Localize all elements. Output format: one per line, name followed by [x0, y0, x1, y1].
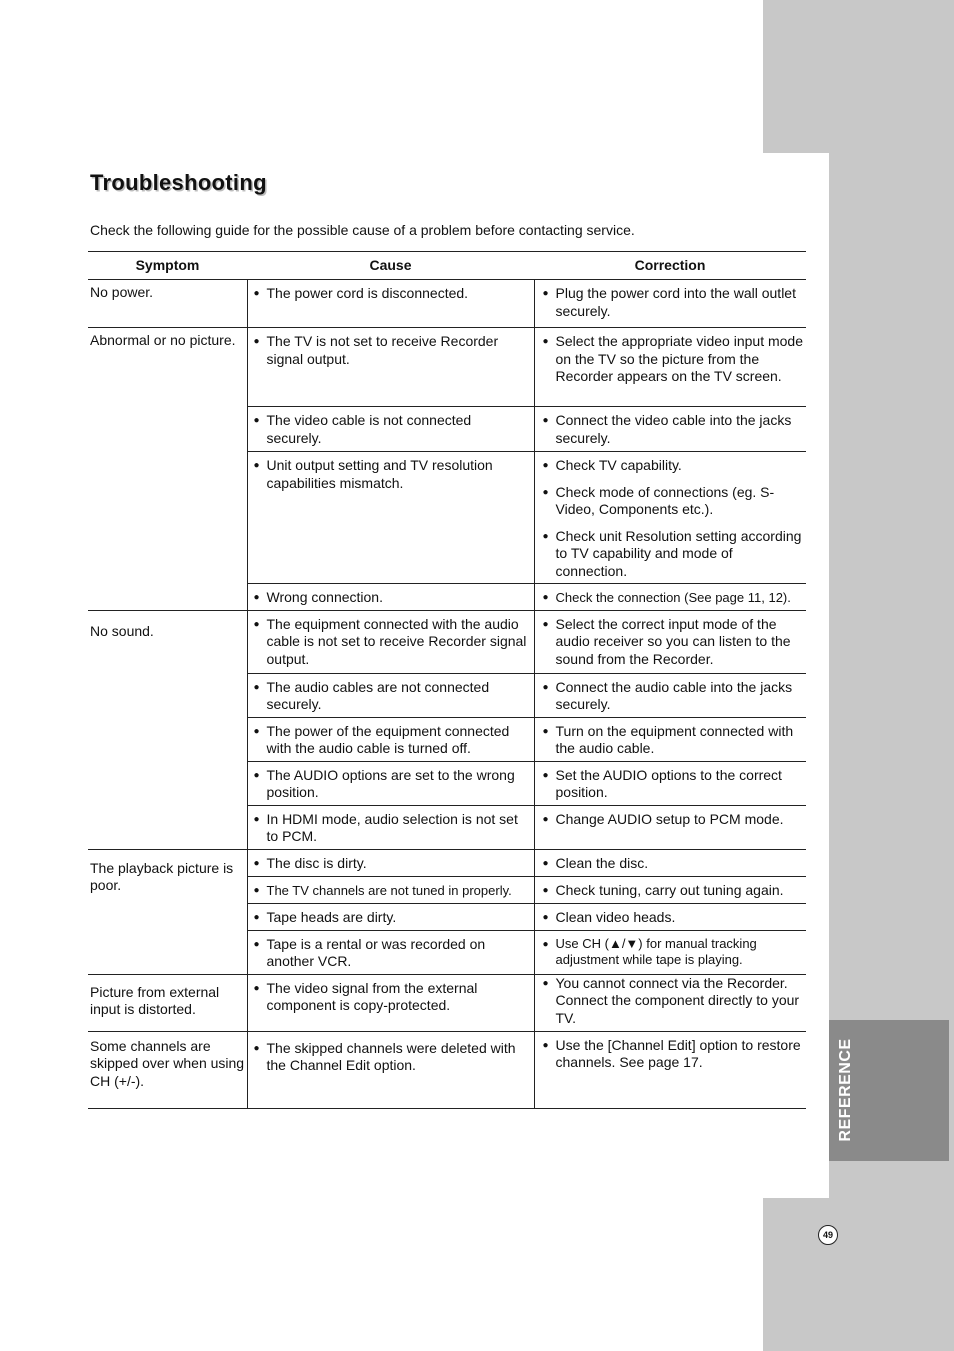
table-row: [88, 849, 806, 876]
cause-cell: [247, 280, 534, 328]
bullet-icon: ●: [253, 592, 260, 603]
symptom-text: Abnormal or no picture.: [90, 332, 236, 348]
correction-cell: [534, 805, 806, 849]
correction-cell: [534, 280, 806, 328]
correction-cell: [534, 584, 806, 611]
bullet-icon: ●: [542, 938, 549, 950]
correction-cell: [534, 673, 806, 717]
table-row: [88, 610, 806, 673]
correction-cell: [534, 452, 806, 584]
cause-text: Tape heads are dirty.: [266, 908, 397, 925]
cause-text: The TV is not set to receive Recorder signal output.: [266, 333, 499, 367]
correction-text: Change AUDIO setup to PCM mode.: [555, 810, 784, 827]
bullet-icon: ●: [542, 460, 549, 471]
cause-text: Wrong connection.: [266, 589, 383, 605]
correction-cell: [534, 761, 806, 805]
header-symptom: Symptom: [88, 252, 247, 280]
bullet-icon: ●: [542, 336, 549, 347]
cause-text: The disc is dirty.: [266, 854, 367, 871]
bullet-icon: ●: [253, 769, 260, 781]
correction-text: Use CH (▲/▼) for manual tracking adjustment while tape is playing.: [555, 935, 757, 967]
symptom-cell: [88, 610, 247, 849]
correction-text: Check mode of connections (eg. S-Video, Components etc.).: [555, 483, 775, 517]
correction-cell: [534, 328, 806, 407]
bullet-icon: ●: [253, 460, 260, 471]
bullet-icon: ●: [542, 857, 549, 869]
bullet-icon: ●: [253, 1042, 260, 1054]
bullet-icon: ●: [253, 681, 260, 693]
bullet-icon: ●: [542, 681, 549, 693]
correction-cell: [534, 407, 806, 452]
cause-cell: [247, 328, 534, 407]
bullet-icon: ●: [253, 857, 260, 869]
bullet-icon: ●: [542, 769, 549, 781]
bullet-icon: ●: [542, 618, 549, 630]
bullet-icon: ●: [542, 977, 549, 989]
symptom-cell: [88, 849, 247, 974]
correction-text: Set the AUDIO options to the correct position.: [555, 766, 782, 800]
cause-cell: [247, 761, 534, 805]
cause-text: The equipment connected with the audio cable is not set to receive Recorder signal output.: [266, 615, 527, 667]
cause-cell: [247, 805, 534, 849]
bullet-icon: ●: [253, 982, 260, 994]
troubleshooting-table: [88, 251, 806, 1109]
correction-cell: [534, 849, 806, 876]
symptom-text: The playback picture is poor.: [90, 859, 234, 893]
cause-cell: [247, 903, 534, 930]
correction-text: Check the connection (See page 11, 12).: [555, 590, 791, 605]
correction-text: Select the correct input mode of the audio receiver so you can listen to the sound from the Recorder.: [555, 615, 791, 667]
intro-text: Check the following guide for the possible cause of a problem before contacting service.: [90, 222, 635, 238]
table-row: [88, 328, 806, 407]
cause-cell: [247, 849, 534, 876]
cause-text: The power of the equipment connected with the audio cable is turned off.: [266, 722, 510, 756]
cause-text: Tape is a rental or was recorded on another VCR.: [266, 935, 486, 969]
bullet-icon: ●: [253, 884, 260, 896]
correction-cell: [534, 903, 806, 930]
correction-text: Select the appropriate video input mode on the TV so the picture from the Recorder appears on the TV screen.: [555, 333, 803, 384]
correction-cell: [534, 610, 806, 673]
cause-cell: [247, 717, 534, 761]
cause-text: In HDMI mode, audio selection is not set to PCM.: [266, 810, 518, 844]
cause-cell: [247, 407, 534, 452]
bullet-icon: ●: [253, 911, 260, 923]
page-number: 49: [818, 1225, 838, 1245]
correction-text: Connect the audio cable into the jacks securely.: [555, 678, 793, 712]
symptom-cell: [88, 280, 247, 328]
bullet-icon: ●: [542, 415, 549, 426]
correction-text: Check unit Resolution setting according to TV capability and mode of connection.: [555, 527, 802, 579]
bullet-icon: ●: [253, 938, 260, 950]
cause-cell: [247, 610, 534, 673]
bullet-icon: ●: [542, 911, 549, 923]
bullet-icon: ●: [253, 618, 260, 630]
correction-text: Check tuning, carry out tuning again.: [555, 881, 784, 898]
correction-text: Clean video heads.: [555, 908, 676, 925]
table-row: [88, 1031, 806, 1108]
cause-cell: [247, 673, 534, 717]
symptom-cell: [88, 1031, 247, 1108]
correction-text: Connect the video cable into the jacks securely.: [555, 412, 792, 446]
symptom-text: Some channels are skipped over when using CH (+/-).: [90, 1037, 245, 1089]
bullet-icon: ●: [253, 415, 260, 426]
bullet-icon: ●: [253, 288, 260, 299]
cause-text: Unit output setting and TV resolution capabilities mismatch.: [266, 457, 493, 491]
cause-text: The video signal from the external component is copy-protected.: [266, 979, 478, 1013]
cause-text: The TV channels are not tuned in properly.: [266, 882, 512, 898]
correction-cell: [534, 876, 806, 903]
bullet-icon: ●: [542, 288, 549, 299]
side-band-bottom: [763, 1198, 954, 1351]
correction-cell: [534, 974, 806, 1031]
header-correction: Correction: [534, 252, 806, 280]
table-header-row: [88, 252, 806, 280]
bullet-icon: ●: [253, 336, 260, 347]
section-tab-label: REFERENCE: [837, 1038, 854, 1142]
bullet-icon: ●: [253, 725, 260, 737]
correction-text: You cannot connect via the Recorder. Connect the component directly to your TV.: [555, 974, 800, 1026]
bullet-icon: ●: [542, 725, 549, 737]
correction-cell: [534, 930, 806, 974]
symptom-text: No power.: [90, 284, 154, 300]
bullet-icon: ●: [542, 884, 549, 896]
correction-text: Use the [Channel Edit] option to restore channels. See page 17.: [555, 1036, 801, 1070]
symptom-text: No sound.: [90, 622, 154, 639]
correction-cell: [534, 1031, 806, 1108]
bullet-icon: ●: [542, 592, 549, 603]
cause-cell: [247, 974, 534, 1031]
cause-text: The AUDIO options are set to the wrong position.: [266, 766, 515, 800]
cause-text: The video cable is not connected securely.: [266, 412, 472, 446]
correction-text: Plug the power cord into the wall outlet securely.: [555, 285, 796, 319]
page-title: Troubleshooting: [90, 170, 267, 195]
header-cause: Cause: [247, 252, 534, 280]
symptom-text: Picture from external input is distorted.: [90, 983, 220, 1017]
cause-cell: [247, 584, 534, 611]
cause-cell: [247, 876, 534, 903]
cause-text: The audio cables are not connected securely.: [266, 678, 490, 712]
bullet-icon: ●: [542, 813, 549, 825]
bullet-icon: ●: [542, 530, 549, 542]
correction-text: Check TV capability.: [555, 457, 682, 473]
correction-text: Clean the disc.: [555, 854, 649, 871]
table-row: [88, 280, 806, 328]
correction-text: Turn on the equipment connected with the audio cable.: [555, 722, 794, 756]
symptom-cell: [88, 974, 247, 1031]
correction-cell: [534, 717, 806, 761]
side-band-top: [763, 0, 954, 153]
table-row: [88, 974, 806, 1031]
bullet-icon: ●: [542, 1039, 549, 1051]
cause-text: The power cord is disconnected.: [266, 285, 469, 301]
bullet-icon: ●: [542, 486, 549, 498]
symptom-cell: [88, 328, 247, 611]
cause-text: The skipped channels were deleted with the Channel Edit option.: [266, 1039, 516, 1073]
bullet-icon: ●: [253, 813, 260, 825]
cause-cell: [247, 452, 534, 584]
cause-cell: [247, 930, 534, 974]
cause-cell: [247, 1031, 534, 1108]
